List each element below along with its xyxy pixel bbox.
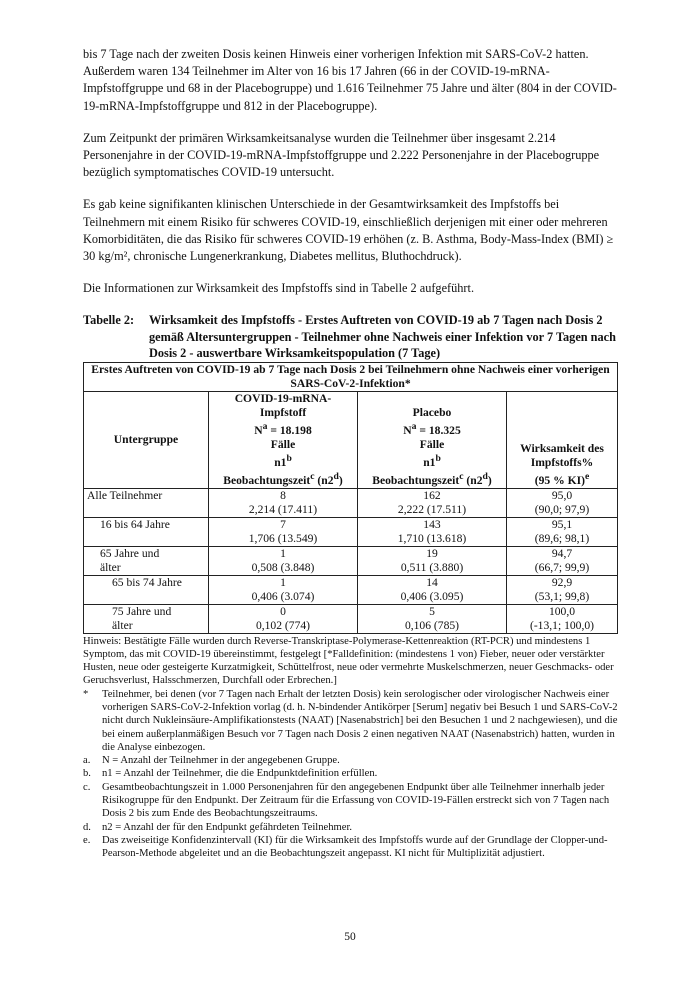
table-row: 65 bis 74 Jahre 1 0,406 (3.074) 14 0,406 (3.095) 92,9 (53,1; 99,8): [84, 575, 618, 604]
footnote-star: * Teilnehmer, bei denen (vor 7 Tagen nach Erhalt der letzten Dosis) kein serologischer oder virologischer Nachweis einer vorherigen SARS-CoV-2-Infektion vorlag (d. h. N-bindender Antikörper [Serum] negativ bei Besuch 1 und SARS-CoV-2 nicht durch Nukleinsäure-Amplifikationstests (NAAT) [Nasenabstrich] bei den Besuchen 1 und 2 nachgewiesen), und die bei einem außerplanmäßigen Besuch vor 7 Tagen nach Dosis 2 einen negativen NAAT (Nasenabstrich) hatten, wurden in die Analyse einbezogen.: [83, 688, 618, 753]
page-number: 50: [344, 931, 356, 943]
header-vaccine-beob: Beobachtungszeit$^c$ (n2$^d$): [223, 470, 343, 487]
table-banner: Erstes Auftreten von COVID-19 ab 7 Tage nach Dosis 2 bei Teilnehmern ohne Nachweis einer vorherigen SARS-CoV-2-Infektion*: [84, 362, 618, 391]
table-banner-row: [84, 362, 618, 391]
document-page: [83, 46, 618, 861]
table-row: 65 Jahre und älter 1 0,508 (3.848) 19 0,511 (3.880) 94,7 (66,7; 99,9): [84, 546, 618, 575]
footnote-b: b. n1 = Anzahl der Teilnehmer, die die Endpunktdefinition erfüllen.: [83, 768, 378, 780]
table-row: 75 Jahre und älter 0 0,102 (774) 5 0,106 (785) 100,0 (-13,1; 100,0): [84, 604, 618, 633]
efficacy-table: [83, 362, 618, 634]
note-hinweis: Hinweis: Bestätigte Fälle wurden durch Reverse-Transkriptase-Polymerase-Kettenreaktion (RT-PCR) und mindestens 1 Symptom, das mit COVID-19 übereinstimmt, festgelegt [*Falldefinition: (mindestens 1 von) Fieber, neuer oder verstärkter Husten, neue oder gesteigerte Kurzatmigkeit, Schüttelfrost, neue oder vermehrte Muskelschmerzen, neuer Geschmacks- oder Geruchsverlust, Halsschmerzen, Durchfall oder Erbrechen.]: [83, 635, 614, 687]
footnote-a: a. N = Anzahl der Teilnehmer in der angegebenen Gruppe.: [83, 755, 340, 767]
footnote-d: d. n2 = Anzahl der für den Endpunkt gefährdeten Teilnehmer.: [83, 821, 353, 833]
header-vaccine-faelle: Fälle: [270, 437, 296, 451]
header-untergruppe: Untergruppe: [84, 391, 209, 488]
table-caption-text: Wirksamkeit des Impfstoffs - Erstes Auftreten von COVID-19 ab 7 Tagen nach Dosis 2 gemäß Altersuntergruppen - Teilnehmer ohne Nachweis einer Infektion vor 7 Tagen nach Dosis 2 - auswertbare Wirksamkeitspopulation (7 Tage): [149, 313, 616, 361]
header-placebo-faelle: Fälle: [419, 437, 445, 451]
table-row: Alle Teilnehmer 8 2,214 (17.411) 162 2,222 (17.511) 95,0 (90,0; 97,9): [84, 488, 618, 517]
footnote-e: e. Das zweiseitige Konfidenzintervall (KI) für die Wirksamkeit des Impfstoffs wurde auf der Grundlage der Clopper-und-Pearson-Methode abgeleitet und an die Beobachtungszeit angepasst. KI nicht für Multiplizität adjustiert.: [83, 834, 608, 860]
intro-paragraph-4: Die Informationen zur Wirksamkeit des Impfstoffs sind in Tabelle 2 aufgeführt.: [83, 281, 475, 296]
header-vaccine-n: $N^a = 18.198$: [254, 420, 312, 437]
intro-paragraph-2: Zum Zeitpunkt der primären Wirksamkeitsanalyse wurden die Teilnehmer über insgesamt 2.214 Personenjahre in der COVID-19-mRNA-Impfstoffgruppe und 2.222 Personenjahre in der Placebogruppe bezüglich symptomatisches COVID-19 untersucht.: [83, 130, 600, 180]
header-placebo-name: Placebo: [412, 405, 452, 419]
row-subgroup: 65 Jahre und älter: [84, 546, 209, 575]
header-vaccine-name: COVID-19-mRNA-Impfstoff: [234, 391, 332, 419]
table-header-row: [84, 391, 618, 488]
intro-paragraph-1: bis 7 Tage nach der zweiten Dosis keinen Hinweis einer vorherigen Infektion mit SARS-CoV-2 hatten. Außerdem waren 134 Teilnehmer im Alter von 16 bis 17 Jahren (66 in der COVID-19-mRNA-Impfstoffgruppe und 68 in der Placebogruppe) und 1.616 Teilnehmer 75 Jahre und älter (804 in der COVID-19-mRNA-Impfstoffgruppe und 812 in der Placebogruppe).: [83, 47, 617, 113]
header-vaccine-n1: n1$^b$: [274, 452, 292, 469]
header-placebo-n1: n1$^b$: [423, 452, 441, 469]
header-placebo-n: $N^a = 18.325$: [403, 420, 461, 437]
table-caption: [83, 312, 618, 362]
header-placebo: [358, 391, 507, 488]
row-subgroup: 75 Jahre und älter: [84, 604, 209, 633]
intro-paragraph-3: Es gab keine signifikanten klinischen Unterschiede in der Gesamtwirksamkeit des Impfstoffs bei Teilnehmern mit einem Risiko für schweres COVID-19, einschließlich derjenigen mit einer oder mehreren Komorbiditäten, die das Risiko für schweres COVID-19 erhöhen (z. B. Asthma, Body-Mass-Index (BMI) ≥ 30 kg/m², chronische Lungenerkrankung, Diabetes mellitus, Bluthochdruck).: [83, 197, 614, 264]
header-placebo-beob: Beobachtungszeit$^c$ (n2$^d$): [372, 470, 492, 487]
header-efficacy: Wirksamkeit des Impfstoffs% (95 % KI)$^e$: [507, 391, 618, 488]
row-subgroup: 16 bis 64 Jahre: [84, 517, 209, 546]
table-row: 16 bis 64 Jahre 7 1,706 (13.549) 143 1,710 (13.618) 95,1 (89,6; 98,1): [84, 517, 618, 546]
row-subgroup: Alle Teilnehmer: [84, 488, 209, 517]
table-caption-label: Tabelle 2:: [83, 313, 135, 328]
table-notes: [83, 635, 618, 861]
footnote-c: c. Gesamtbeobachtungszeit in 1.000 Personenjahren für den angegebenen Endpunkt über alle Teilnehmer innerhalb jeder Risikogruppe für den Endpunkt. Der Zeitraum für die Erfassung von COVID-19-Fällen erstreckt sich von 7 Tagen nach Dosis 2 bis zum Ende des Beobachtungszeitraums.: [83, 781, 610, 820]
row-subgroup: 65 bis 74 Jahre: [84, 575, 209, 604]
header-vaccine: [209, 391, 358, 488]
